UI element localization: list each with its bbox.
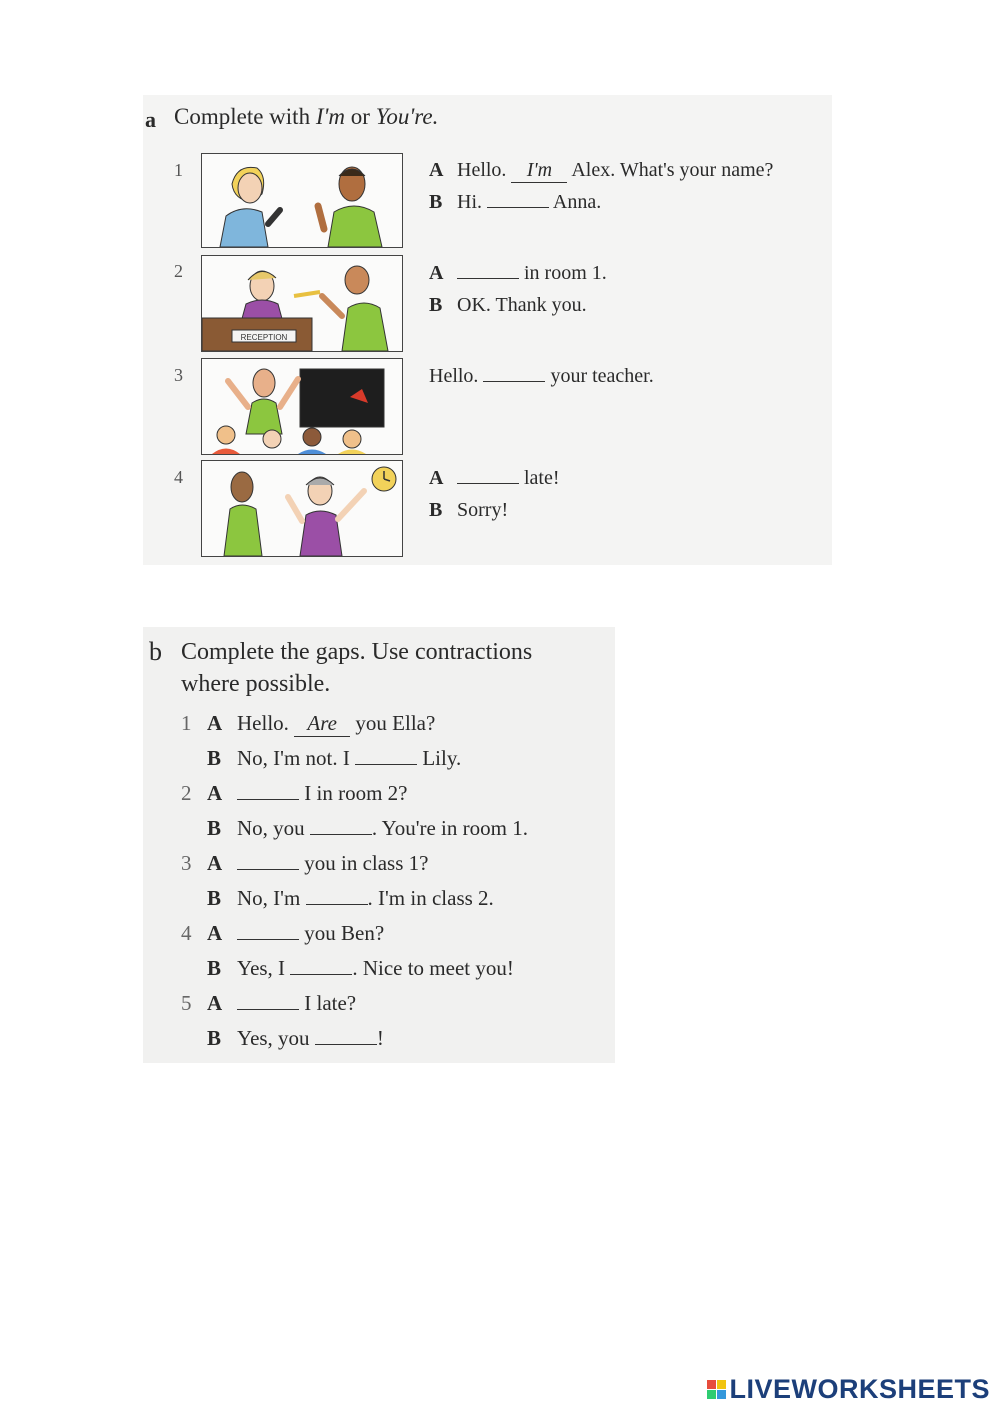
- answer-gap[interactable]: [306, 888, 368, 905]
- section-title: Complete the gaps. Use contractions where possible.: [181, 639, 533, 697]
- answer-example: Are: [294, 711, 350, 737]
- dialogue-line: B No, I'm not. I Lily.: [207, 746, 462, 770]
- reception-sign: RECEPTION: [240, 333, 288, 342]
- answer-gap[interactable]: [487, 191, 549, 208]
- exercise-a-panel: [143, 95, 832, 565]
- item-number: 1: [174, 160, 183, 180]
- dialogue-line: 2 A I in room 2?: [181, 781, 408, 805]
- answer-gap[interactable]: [310, 818, 372, 835]
- illustration-late: [201, 460, 403, 557]
- illustration-classroom: [201, 358, 403, 455]
- section-letter: a: [145, 107, 156, 132]
- answer-gap[interactable]: [237, 923, 299, 940]
- section-title: Complete with I'm or You're.: [174, 104, 439, 129]
- answer-gap[interactable]: [237, 993, 299, 1010]
- item-number: 2: [174, 261, 183, 281]
- dialogue-line: B No, you . You're in room 1.: [207, 816, 528, 840]
- illustration-greeting: [201, 153, 403, 248]
- answer-gap[interactable]: [355, 748, 417, 765]
- answer-gap[interactable]: [290, 958, 352, 975]
- exercise-b-panel: [143, 627, 615, 1063]
- item-number: 4: [174, 467, 183, 487]
- dialogue-line: 5 A I late?: [181, 991, 357, 1015]
- dialogue-line: A late!: [429, 467, 560, 489]
- answer-example: I'm: [511, 159, 567, 183]
- dialogue-line: B Yes, I . Nice to meet you!: [207, 956, 514, 980]
- section-letter: b: [149, 637, 162, 666]
- dialogue-line: B No, I'm . I'm in class 2.: [207, 886, 494, 910]
- liveworksheets-logo[interactable]: LIVEWORKSHEETS: [707, 1374, 990, 1405]
- dialogue-line: B Hi. Anna.: [429, 191, 602, 213]
- dialogue-line: B OK. Thank you.: [429, 294, 587, 316]
- answer-gap[interactable]: [237, 853, 299, 870]
- item-number: 3: [174, 365, 183, 385]
- dialogue-line: A in room 1.: [429, 262, 607, 284]
- answer-gap[interactable]: [457, 262, 519, 279]
- answer-gap[interactable]: [483, 365, 545, 382]
- answer-gap[interactable]: [237, 783, 299, 800]
- dialogue-line: 4 A you Ben?: [181, 921, 385, 945]
- illustration-reception: [201, 255, 403, 352]
- dialogue-line: Hello. your teacher.: [429, 365, 654, 387]
- dialogue-line: 3 A you in class 1?: [181, 851, 429, 875]
- logo-mark-icon: [707, 1380, 726, 1399]
- dialogue-line: B Sorry!: [429, 499, 509, 521]
- answer-gap[interactable]: [315, 1028, 377, 1045]
- dialogue-line: A Hello. I'm Alex. What's your name?: [429, 159, 774, 181]
- dialogue-line: B Yes, you !: [207, 1026, 384, 1050]
- dialogue-line: 1 A Hello. Are you Ella?: [181, 711, 436, 735]
- answer-gap[interactable]: [457, 467, 519, 484]
